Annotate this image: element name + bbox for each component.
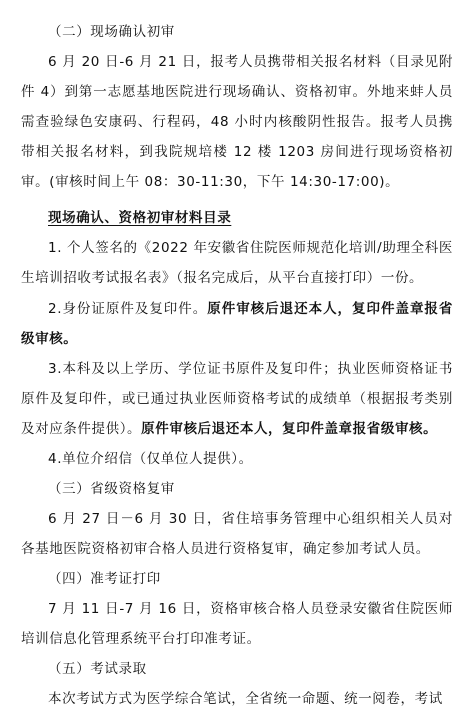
material-item-3 xyxy=(21,354,453,444)
material-item-1: 1. 个人签名的《2022 年安徽省住院医师规范化培训/助理全科医生培训招收考试报名表》（报名完成后，从平台直接打印）一份。 xyxy=(21,240,453,286)
material-item-3-text: 3.本科及以上学历、学位证书原件及复印件；执业医师资格证书原件及复印件，或已通过执业医师资格考试的成绩单（根据报考类别及对应条件提供）。 xyxy=(21,361,453,437)
material-item-3-note: 原件审核后退还本人，复印件盖章报省级审核。 xyxy=(141,421,438,437)
section-heading-provincial-review: （三）省级资格复审 xyxy=(48,481,175,497)
exam-admission-paragraph: 本次考试方式为医学综合笔试，全省统一命题、统一阅卷，考试 xyxy=(48,691,443,707)
material-item-4: 4.单位介绍信（仅单位人提供）。 xyxy=(48,451,253,467)
section-heading-site-confirmation: （二）现场确认初审 xyxy=(48,24,175,40)
site-confirmation-paragraph: 6 月 20 日-6 月 21 日，报考人员携带相关报名材料（目录见附件 4）到第一志愿基地医院进行现场确认、资格初审。外地来蚌人员需查验绿色安康码、行程码，48 小时内核酸阴性报告。报考人员携带相关报名材料，到我院规培楼 12 楼 1203 房间进行现场资格初审。(审核时间上午 08：30-11:30，下午 14:30-17:00)。 xyxy=(21,54,453,190)
material-item-2-note: 原件审核后退还本人，复印件盖章报省级审核。 xyxy=(21,301,453,347)
admission-ticket-paragraph: 7 月 11 日-7 月 16 日，资格审核合格人员登录安徽省住院医师培训信息化管理系统平台打印准考证。 xyxy=(21,601,453,647)
material-item-2-text: 2.身份证原件及复印件。 xyxy=(48,301,208,317)
materials-list-title: 现场确认、资格初审材料目录 xyxy=(48,210,232,226)
material-item-2 xyxy=(21,294,453,354)
section-heading-exam-admission: （五）考试录取 xyxy=(48,661,147,677)
section-heading-admission-ticket: （四）准考证打印 xyxy=(48,571,161,587)
provincial-review-paragraph: 6 月 27 日－6 月 30 日，省住培事务管理中心组织相关人员对各基地医院资格初审合格人员进行资格复审，确定参加考试人员。 xyxy=(21,511,453,557)
